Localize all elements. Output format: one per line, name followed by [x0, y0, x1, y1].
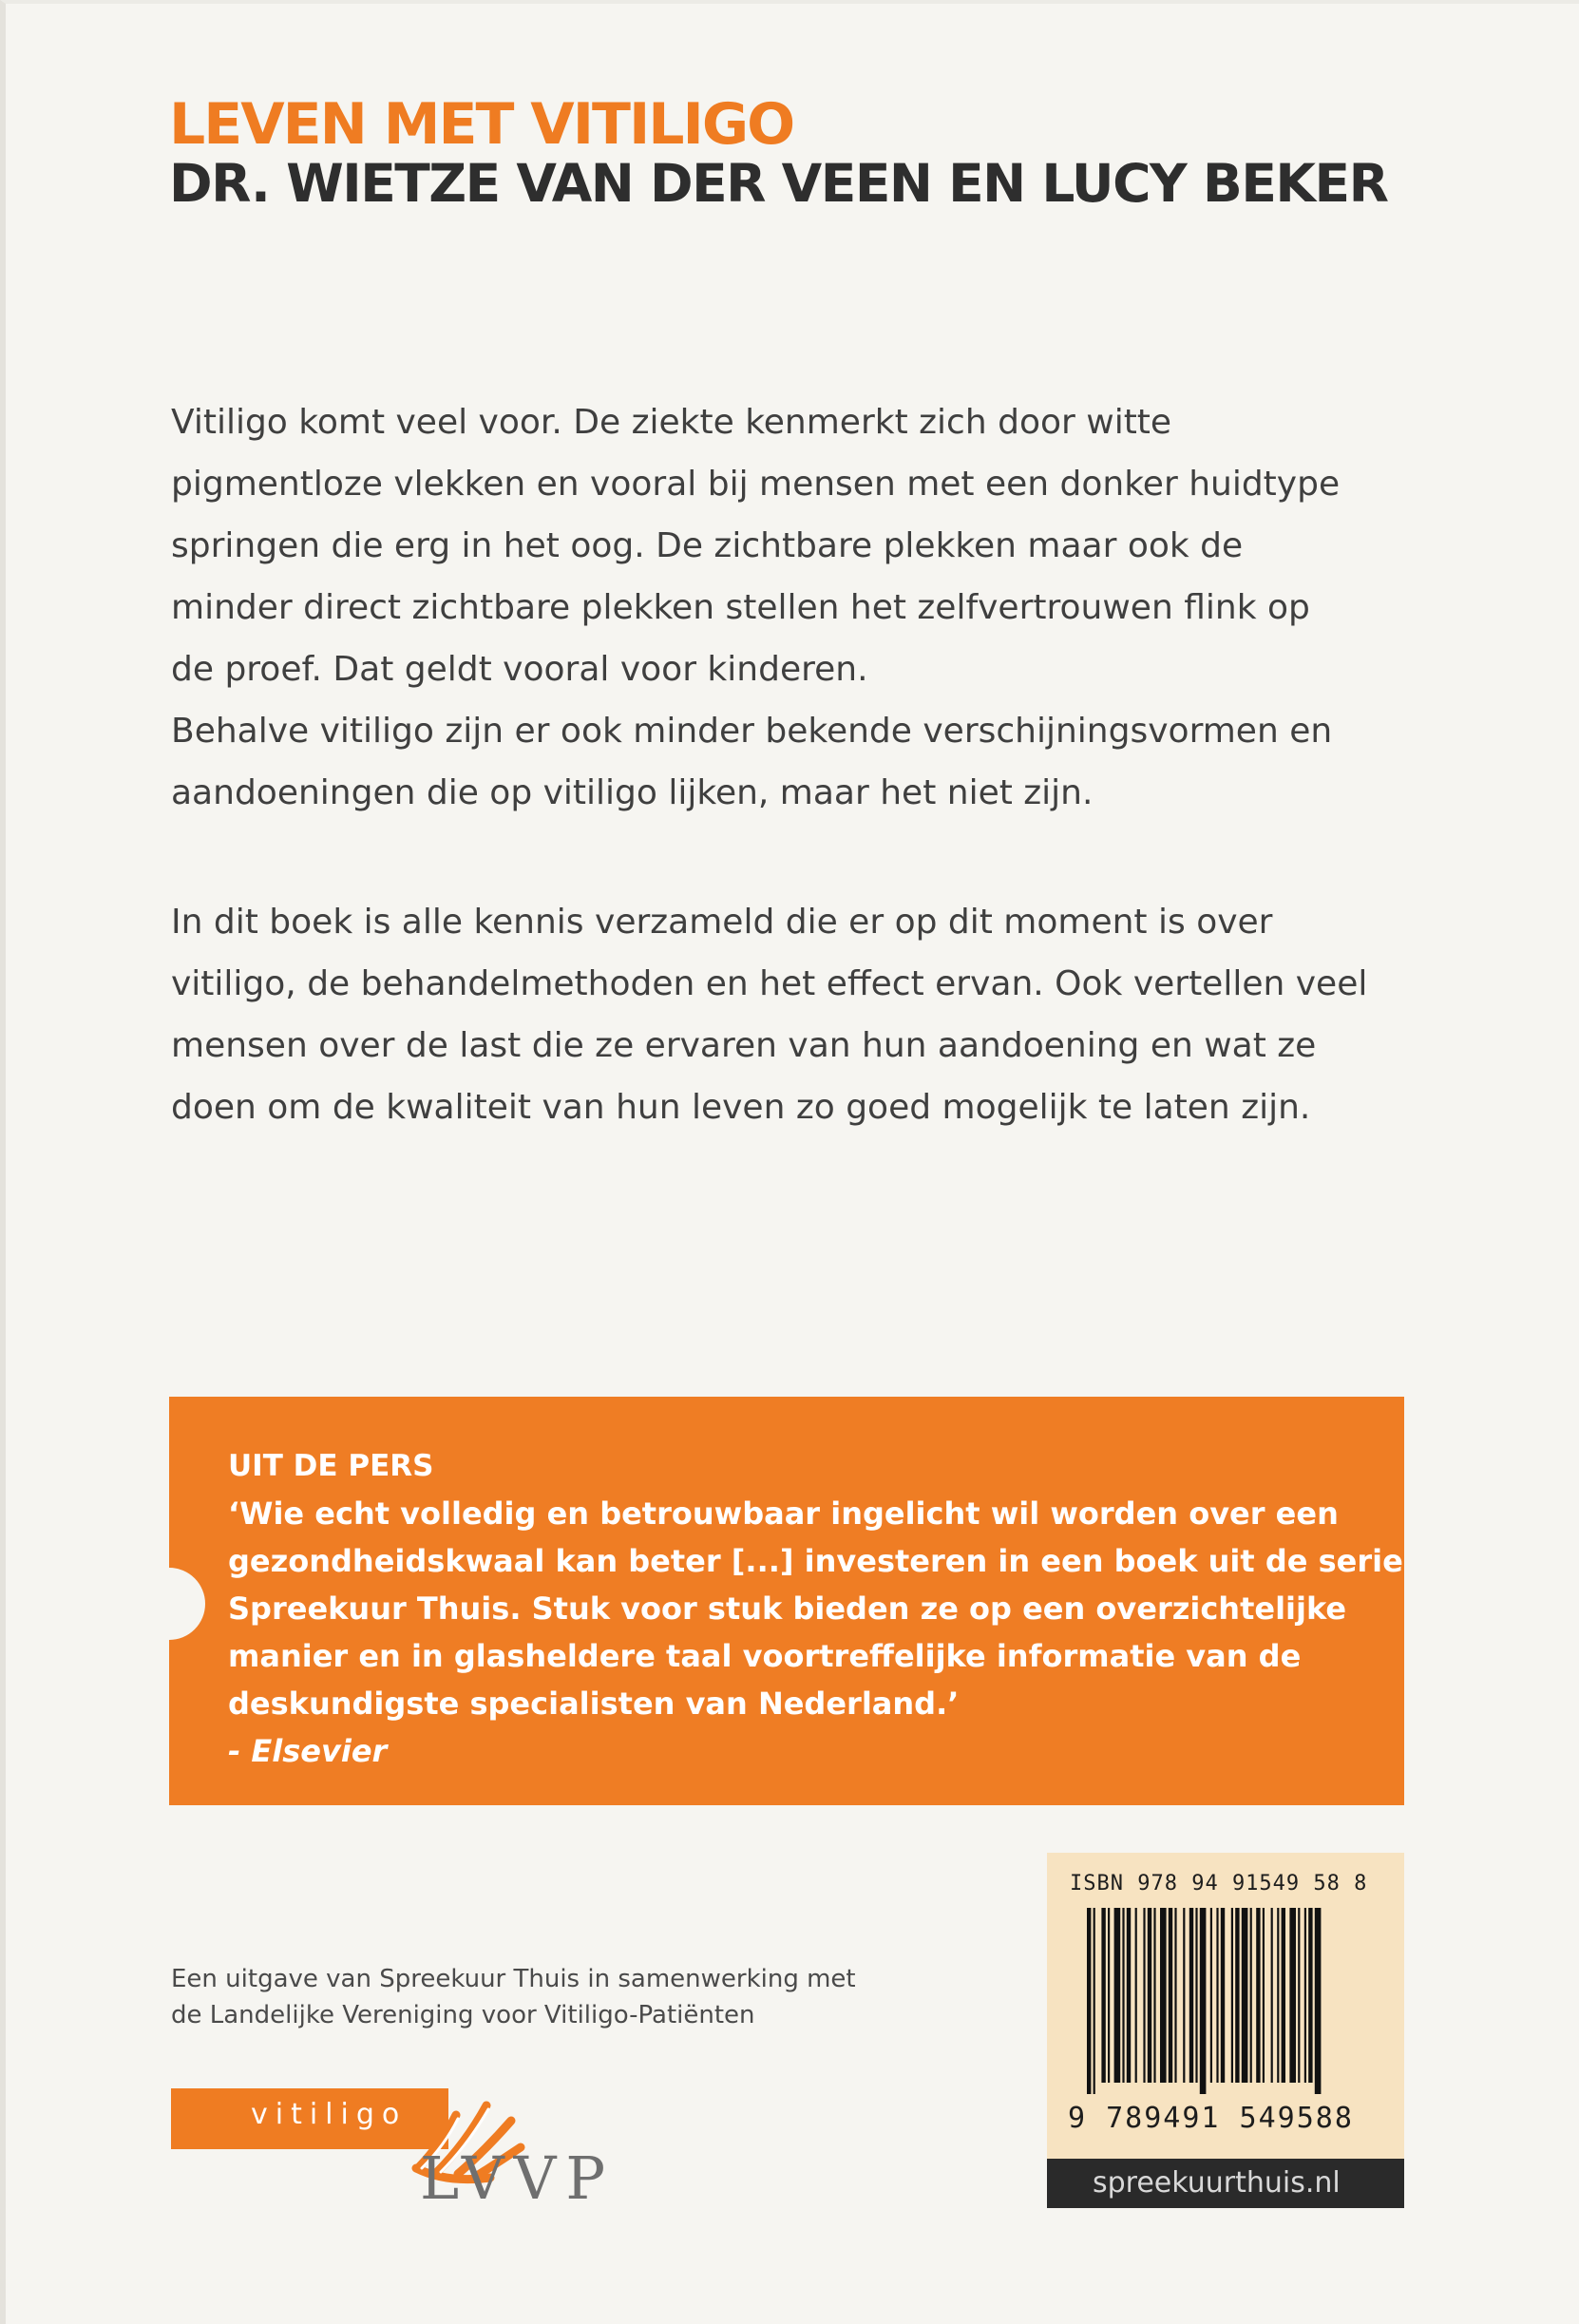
publisher-note — [171, 1961, 856, 2033]
barcode-bar — [1216, 1908, 1218, 2083]
text-line: minder direct zichtbare plekken stellen het zelfvertrouwen flink op — [171, 588, 1310, 627]
barcode-bar — [1221, 1908, 1225, 2083]
title-block — [169, 91, 1388, 214]
barcode-bar — [1183, 1908, 1185, 2083]
text-line: doen om de kwaliteit van hun leven zo goed mogelijk te laten zijn. — [171, 1088, 1311, 1127]
text-line: In dit boek is alle kennis verzameld die er op dit moment is over — [171, 903, 1273, 942]
website-link[interactable]: spreekuurthuis.nl — [1093, 2166, 1341, 2200]
press-quote-box — [169, 1397, 1404, 1805]
barcode-bar — [1153, 1908, 1155, 2083]
press-quote-line: ‘Wie echt volledig en betrouwbaar ingelicht wil worden over een — [228, 1495, 1339, 1532]
barcode-bar — [1289, 1908, 1296, 2083]
barcode-bar — [1256, 1908, 1260, 2083]
barcode-bar — [1210, 1908, 1212, 2083]
barcode-bar — [1315, 1908, 1322, 2094]
press-quote-line: deskundigste specialisten van Nederland.’ — [228, 1686, 960, 1722]
text-line: aandoeningen die op vitiligo lijken, maar het niet zijn. — [171, 773, 1094, 812]
vitiligo-lvvp-logo — [171, 2077, 616, 2219]
barcode-bar — [1231, 1908, 1233, 2083]
logo-acronym: LVVP — [420, 2143, 616, 2213]
barcode-bar — [1189, 1908, 1193, 2083]
isbn-box — [1047, 1853, 1404, 2159]
book-authors: DR. WIETZE VAN DER VEEN EN LUCY BEKER — [169, 153, 1388, 214]
barcode-bar — [1250, 1908, 1252, 2083]
barcode-bar — [1235, 1908, 1239, 2083]
logo-word: vitiligo — [251, 2098, 408, 2131]
barcode-bar — [1122, 1908, 1124, 2083]
text-line: mensen over de last die ze ervaren van hun aandoening en wat ze — [171, 1026, 1317, 1065]
description-paragraph-2 — [171, 891, 1425, 1138]
barcode-bar — [1298, 1908, 1300, 2083]
barcode-bar — [1169, 1908, 1172, 2083]
press-heading: UIT DE PERS — [228, 1449, 434, 1483]
barcode-bar — [1160, 1908, 1167, 2083]
text-line: Behalve vitiligo zijn er ook minder bekende verschijningsvormen en — [171, 712, 1333, 751]
text-line: springen die erg in het oog. De zichtbare plekken maar ook de — [171, 526, 1244, 565]
press-quote-line: Spreekuur Thuis. Stuk voor stuk bieden ze op een overzichtelijke — [228, 1591, 1347, 1627]
website-bar — [1047, 2159, 1404, 2208]
publisher-line: Een uitgave van Spreekuur Thuis in samenwerking met — [171, 1965, 856, 1993]
text-line: Vitiligo komt veel voor. De ziekte kenmerkt zich door witte — [171, 403, 1172, 442]
press-content — [228, 1442, 1403, 1775]
barcode-bar — [1195, 1908, 1197, 2083]
press-source: - Elsevier — [228, 1733, 388, 1769]
barcode-bar — [1114, 1908, 1121, 2083]
barcode-bar — [1143, 1908, 1145, 2083]
text-line: pigmentloze vlekken en vooral bij mensen met een donker huidtype — [171, 465, 1341, 504]
barcode-bar — [1282, 1908, 1285, 2083]
press-box-notch — [133, 1568, 205, 1640]
barcode-bar — [1094, 1908, 1095, 2094]
publisher-line: de Landelijke Vereniging voor Vitiligo-Patiënten — [171, 2001, 755, 2029]
barcode-bar — [1101, 1908, 1105, 2083]
barcode-icon — [1087, 1908, 1385, 2094]
description-paragraph-1 — [171, 391, 1425, 824]
press-quote-line: gezondheidskwaal kan beter [...] investeren in een boek uit de serie — [228, 1543, 1403, 1579]
barcode-bar — [1242, 1908, 1248, 2083]
barcode-bar — [1271, 1908, 1273, 2083]
text-line: de proef. Dat geldt vooral voor kinderen. — [171, 650, 868, 689]
press-quote-line: manier en in glasheldere taal voortreffelijke informatie van de — [228, 1638, 1302, 1674]
barcode-bar — [1174, 1908, 1176, 2083]
barcode-bar — [1135, 1908, 1137, 2083]
barcode-bar — [1087, 1908, 1091, 2094]
isbn-label: ISBN 978 94 91549 58 8 — [1070, 1872, 1368, 1895]
barcode-bar — [1277, 1908, 1279, 2083]
barcode-bar — [1304, 1908, 1306, 2083]
text-line: vitiligo, de behandelmethoden en het effect ervan. Ook vertellen veel — [171, 964, 1368, 1003]
barcode-bar — [1108, 1908, 1110, 2083]
barcode-bar — [1148, 1908, 1151, 2083]
barcode-bar — [1263, 1908, 1265, 2083]
barcode-bar — [1200, 1908, 1207, 2094]
barcode-bar — [1308, 1908, 1312, 2083]
isbn-digits: 9 789491 549588 — [1068, 2102, 1354, 2135]
book-title: LEVEN MET VITILIGO — [169, 91, 794, 158]
barcode-bar — [1127, 1908, 1131, 2083]
